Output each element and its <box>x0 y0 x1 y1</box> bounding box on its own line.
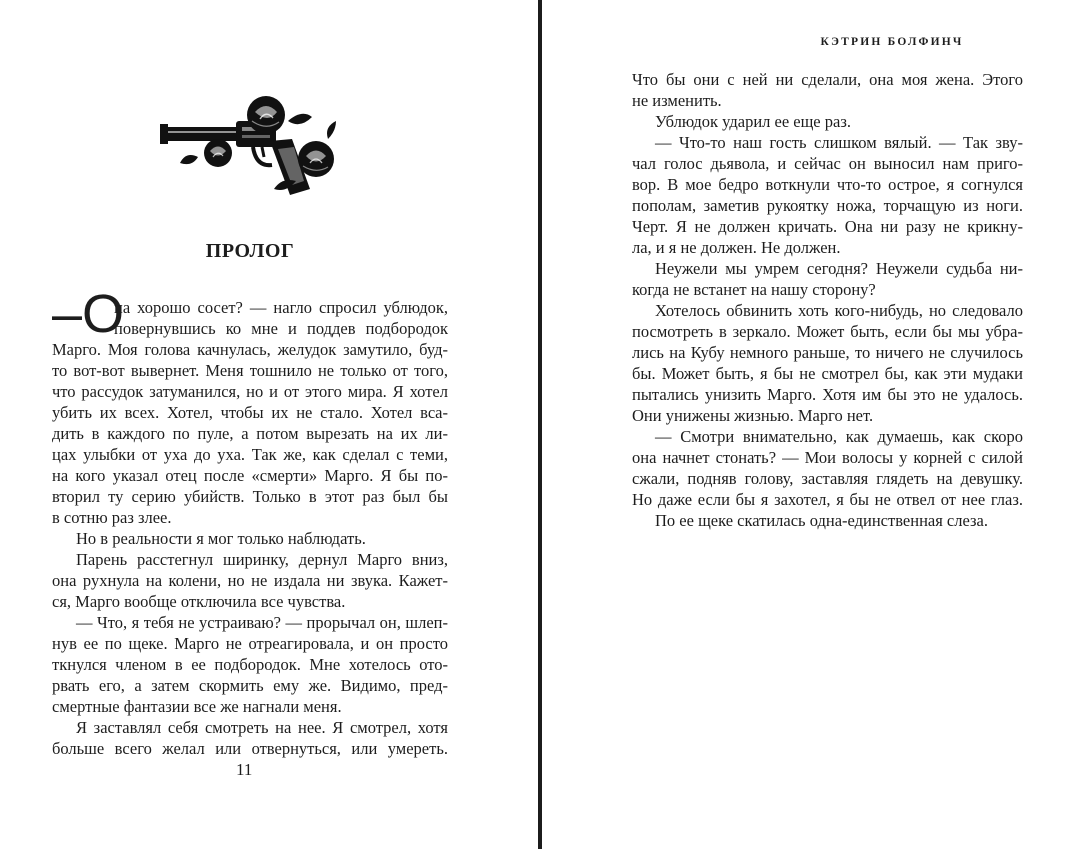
text-line: Я заставлял себя смотреть на нее. Я смотрел, хотя <box>76 718 448 737</box>
text-line: Но даже если бы я захотел, я бы не отвел от нее глаз. <box>632 490 1023 509</box>
text-line: то вот-вот вывернет. Меня тошнило не только от того, <box>52 361 448 380</box>
text-line: вор. В мое бедро воткнули что-то острое, я согнулся <box>632 175 1023 194</box>
text-line: посмотреть в зеркало. Может быть, если бы мы убра- <box>632 322 1023 341</box>
text-line: чал голос дьявола, и сейчас он выносил нам приго- <box>632 154 1023 173</box>
text-line: пополам, заметив рукоятку ножа, торчащую из ноги. <box>632 196 1023 215</box>
text-line: что рассудок затуманился, но и от этого мира. Я хотел <box>52 382 448 401</box>
text-line: когда не встанет на нашу сторону? <box>632 280 876 299</box>
text-line: сжали, подняв голову, заставляя глядеть на девушку. <box>632 469 1023 488</box>
text-line: ткнулся членом в ее подбородок. Мне хотелось ото- <box>52 655 448 674</box>
text-line: Хотелось обвинить хоть кого-нибудь, но следовало <box>655 301 1023 320</box>
running-header: КЭТРИН БОЛФИНЧ <box>820 36 964 48</box>
text-line: По ее щеке скатилась одна-единственная слеза. <box>655 511 988 530</box>
text-line: дить в каждого по пуле, а потом вырезать на их ли- <box>52 424 448 443</box>
text-line: ла, и я не должен. Не должен. <box>632 238 841 257</box>
text-line: лись на Кубу немного раньше, то ничего не случилось <box>632 343 1023 362</box>
text-line: на кого указал отец после «смерти» Марго. Я бы по- <box>52 466 448 485</box>
text-line: — Смотри внимательно, как думаешь, как скоро <box>655 427 1023 446</box>
text-line: на хорошо сосет? — нагло спросил ублюдок, <box>114 298 448 317</box>
drop-cap: –О <box>52 284 125 344</box>
text-line: смертные фантазии все же нагнали меня. <box>52 697 342 716</box>
text-line: ся, Марго вообще отключила все чувства. <box>52 592 346 611</box>
text-line: в сотню раз злее. <box>52 508 172 527</box>
text-line: — Что, я тебя не устраиваю? — прорычал он, шлеп- <box>76 613 448 632</box>
text-line: — Что-то наш гость слишком вялый. — Так зву- <box>655 133 1023 152</box>
text-line: не изменить. <box>632 91 722 110</box>
text-line: Марго. Моя голова качнулась, желудок замутило, буд- <box>52 340 448 359</box>
page-number: 11 <box>236 760 253 779</box>
chapter-title: ПРОЛОГ <box>205 240 295 262</box>
text-line: Что бы они с ней ни сделали, она моя жена. Этого <box>632 70 1023 89</box>
text-line: Черт. Я не должен кричать. Она ни разу не крикну- <box>632 217 1023 236</box>
text-line: нув ее по щеке. Марго не отреагировала, и он просто <box>52 634 448 653</box>
text-line: бы. Может быть, я бы не смотрел бы, как эти мудаки <box>632 364 1023 383</box>
text-line: Ублюдок ударил ее еще раз. <box>655 112 851 131</box>
text-line: она начнет стонать? — Мои волосы у корней с силой <box>632 448 1023 467</box>
text-line: цах улыбки от уха до уха. Так же, как сделал с теми, <box>52 445 448 464</box>
left-page <box>0 0 538 849</box>
text-line: Парень расстегнул ширинку, дернул Марго вниз, <box>76 550 448 569</box>
text-line: она рухнула на колени, но не издала ни звука. Кажет- <box>52 571 448 590</box>
text-line: пытались унизить Марго. Хотя им бы это не удалось. <box>632 385 1023 404</box>
text-line: Неужели мы умрем сегодня? Неужели судьба ни- <box>655 259 1023 278</box>
right-page <box>542 0 1078 849</box>
text-line: Но в реальности я мог только наблюдать. <box>76 529 366 548</box>
text-line: убить их всех. Хотел, чтобы их не стало. Хотел всa- <box>52 403 448 422</box>
text-line: вторил ту серию убийств. Только в этот раз был бы <box>52 487 448 506</box>
revolver-roses-emblem <box>158 93 338 203</box>
text-line: рвать его, а затем скормить ему же. Видимо, пред- <box>52 676 448 695</box>
text-line: больше всего желал или отвернуться, или умереть. <box>52 739 448 758</box>
text-line: Они унижены жизнью. Марго нет. <box>632 406 874 425</box>
text-line: повернувшись ко мне и поддев подбородок <box>114 319 448 338</box>
